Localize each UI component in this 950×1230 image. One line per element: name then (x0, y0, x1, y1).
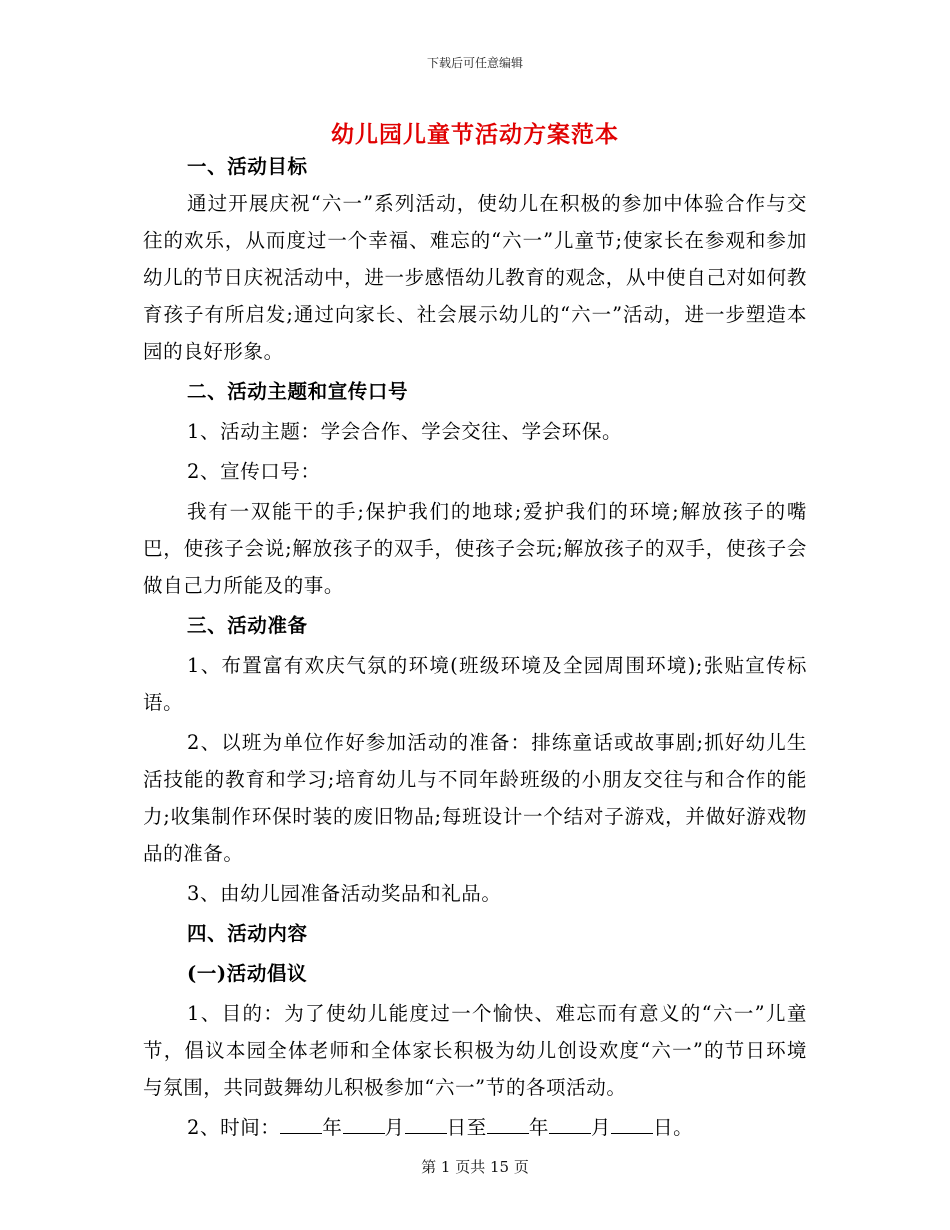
time-label: 2、时间： (187, 1116, 281, 1139)
time-day-end-label: 日。 (653, 1116, 694, 1139)
section-heading-1: 一、活动目标 (187, 155, 308, 178)
blank-field (487, 1115, 529, 1134)
time-year-label: 年 (322, 1116, 343, 1139)
time-year-label-2: 年 (528, 1116, 549, 1139)
time-month-label-2: 月 (590, 1116, 612, 1139)
section-heading-4: 四、活动内容 (187, 922, 308, 945)
item-theme: 1、活动主题：学会合作、学会交往、学会环保。 (187, 420, 623, 443)
item-time (143, 1109, 807, 1146)
page-header: 下载后可任意编辑 (426, 56, 523, 70)
document-body (143, 148, 807, 1146)
item-prep-2: 2、以班为单位作好参加活动的准备：排练童话或故事剧;抓好幼儿生活技能的教育和学习;培育幼儿与不同年龄班级的小朋友交往与和合作的能力;收集制作环保时装的废旧物品;每班设计一个结对子游戏，并做好游戏物品的准备。 (143, 731, 807, 865)
time-day-to-label: 日至 (446, 1116, 487, 1139)
section-heading-2: 二、活动主题和宣传口号 (187, 380, 409, 403)
item-prep-1: 1、布置富有欢庆气氛的环境(班级环境及全园周围环境);张贴宣传标语。 (143, 654, 807, 714)
blank-field (343, 1115, 385, 1134)
item-prep-3: 3、由幼儿园准备活动奖品和礼品。 (187, 882, 502, 905)
item-slogan-label: 2、宣传口号： (187, 460, 321, 483)
paragraph-goals: 通过开展庆祝“六一”系列活动，使幼儿在积极的参加中体验合作与交往的欢乐，从而度过一个幸福、难忘的“六一”儿童节;使家长在参观和参加幼儿的节日庆祝活动中，进一步感悟幼儿教育的观念，从中使自己对如何教育孩子有所启发;通过向家长、社会展示幼儿的“六一”活动，进一步塑造本园的良好形象。 (143, 192, 807, 363)
blank-field (405, 1115, 447, 1134)
blank-field (280, 1115, 322, 1134)
item-purpose: 1、目的：为了使幼儿能度过一个愉快、难忘而有意义的“六一”儿童节，倡议本园全体老师和全体家长积极为幼儿创设欢度“六一”的节日环境与氛围，共同鼓舞幼儿积极参加“六一”节的各项活动。 (143, 1002, 807, 1099)
paragraph-slogans: 我有一双能干的手;保护我们的地球;爱护我们的环境;解放孩子的嘴巴，使孩子会说;解放孩子的双手，使孩子会玩;解放孩子的双手，使孩子会做自己力所能及的事。 (143, 500, 807, 597)
blank-field (549, 1115, 591, 1134)
document-title: 幼儿园儿童节活动方案范本 (331, 121, 619, 148)
section-heading-3: 三、活动准备 (187, 614, 308, 637)
time-month-label: 月 (384, 1116, 405, 1139)
subsection-heading-1: (一)活动倡议 (187, 962, 308, 985)
page-footer: 第 1 页共 15 页 (421, 1158, 529, 1176)
blank-field (611, 1115, 653, 1134)
